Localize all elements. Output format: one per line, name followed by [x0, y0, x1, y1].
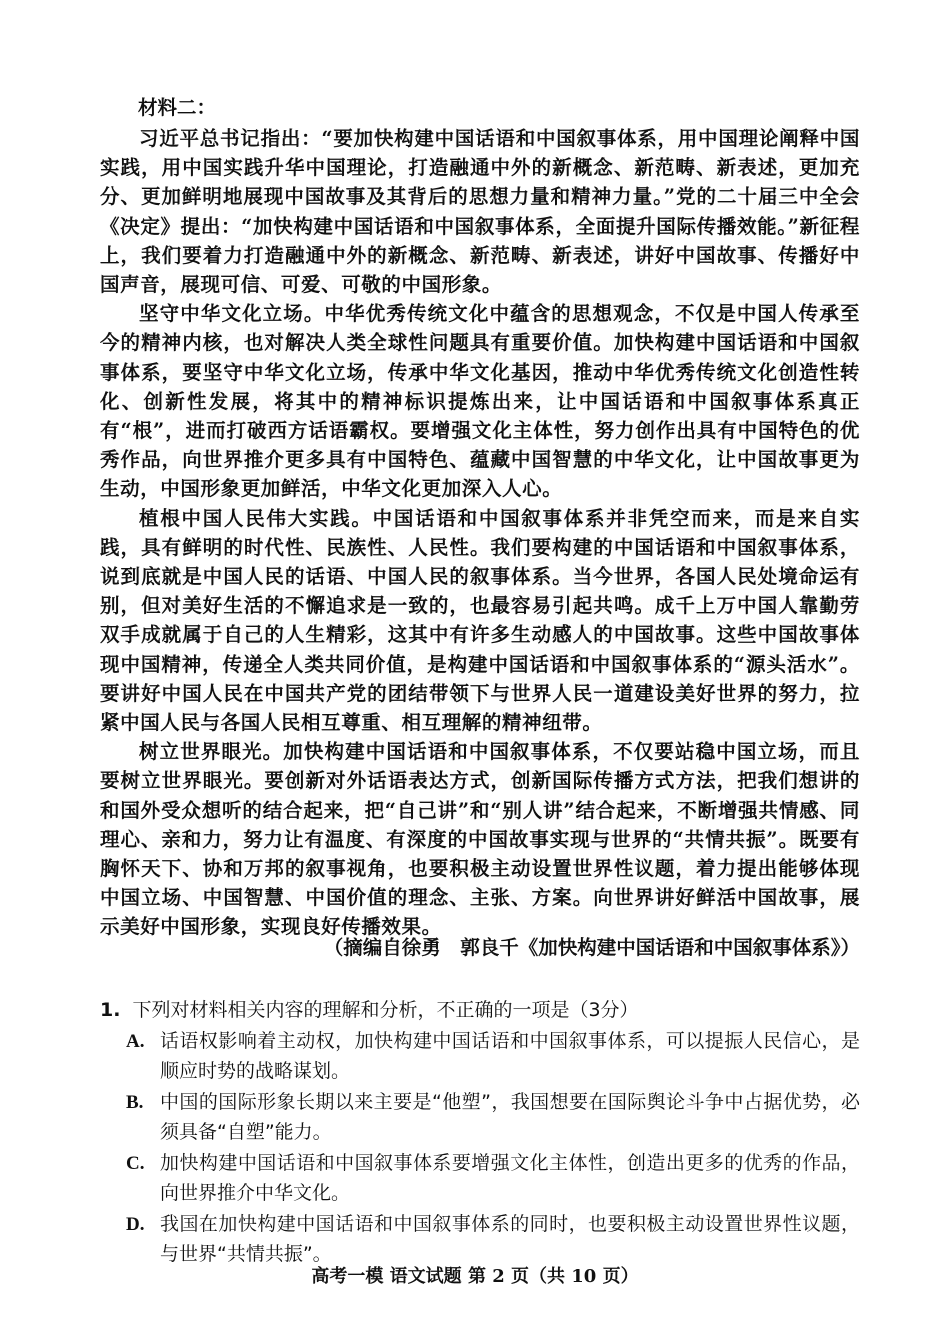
passage-paragraph-3: 植根中国人民伟大实践。中国话语和中国叙事体系并非凭空而来，而是来自实践，具有鲜明的时代性、民族性、人民性。我们要构建的中国话语和中国叙事体系，说到底就是中国人民的话语、中国人民的叙事体系。当今世界，各国人民处境命运有别，但对美好生活的不懈追求是一致的，也最容易引起共鸣。成千上万中国人靠勤劳双手成就属于自己的人生精彩，这其中有许多生动感人的中国故事。这些中国故事体现中国精神，传递全人类共同价值，是构建中国话语和中国叙事体系的“源头活水”。要讲好中国人民在中国共产党的团结带领下与世界人民一道建设美好世界的努力，拉紧中国人民与各国人民相互尊重、相互理解的精神纽带。 — [100, 506, 860, 735]
question-number: 1. — [100, 999, 121, 1021]
passage-paragraph-2: 坚守中华文化立场。中华优秀传统文化中蕴含的思想观念，不仅是中国人传承至今的精神内核，也对解决人类全球性问题具有重要价值。加快构建中国话语和中国叙事体系，要坚守中华文化立场，传承中华文化基因，推动中华优秀传统文化创造性转化、创新性发展，将其中的精神标识提炼出来，让中国话语和中国叙事体系真正有“根”，进而打破西方话语霸权。要增强文化主体性，努力创作出具有中国特色的优秀作品，向世界推介更多具有中国特色、蕴藏中国智慧的中华文化，让中国故事更为生动，中国形象更加鲜活，中华文化更加深入人心。 — [100, 302, 860, 501]
option-letter: B. — [126, 1092, 144, 1113]
passage-source: （摘编自徐勇 郭良千《加快构建中国话语和中国叙事体系》） — [323, 936, 860, 959]
material-title: 材料二： — [138, 96, 217, 119]
option-a — [100, 1027, 860, 1086]
option-d — [100, 1210, 860, 1269]
page-footer: 高考一模 语文试题 第 2 页（共 10 页） — [311, 1266, 639, 1287]
passage — [100, 124, 860, 942]
option-letter: A. — [126, 1031, 145, 1052]
option-text: 加快构建中国话语和中国叙事体系要增强文化主体性，创造出更多的优秀的作品，向世界推介中华文化。 — [160, 1152, 860, 1204]
passage-paragraph-4: 树立世界眼光。加快构建中国话语和中国叙事体系，不仅要站稳中国立场，而且要树立世界眼光。要创新对外话语表达方式，创新国际传播方式方法，把我们想讲的和国外受众想听的结合起来，把“自己讲”和“别人讲”结合起来，不断增强共情感、同理心、亲和力，努力让有温度、有深度的中国故事实现与世界的“共情共振”。既要有胸怀天下、协和万邦的叙事视角，也要积极主动设置世界性议题，着力提出能够体现中国立场、中国智慧、中国价值的理念、主张、方案。向世界讲好鲜活中国故事，展示美好中国形象，实现良好传播效果。 — [100, 740, 860, 939]
option-text: 我国在加快构建中国话语和中国叙事体系的同时，也要积极主动设置世界性议题，与世界“共情共振”。 — [160, 1213, 860, 1265]
option-text: 中国的国际形象长期以来主要是“他塑”，我国想要在国际舆论斗争中占据优势，必须具备“自塑”能力。 — [160, 1091, 860, 1143]
option-text: 话语权影响着主动权，加快构建中国话语和中国叙事体系，可以提振人民信心，是顺应时势的战略谋划。 — [160, 1030, 860, 1082]
option-b — [100, 1088, 860, 1147]
option-c — [100, 1149, 860, 1208]
option-letter: C. — [126, 1153, 145, 1174]
passage-paragraph-1: 习近平总书记指出：“要加快构建中国话语和中国叙事体系，用中国理论阐释中国实践，用中国实践升华中国理论，打造融通中外的新概念、新范畴、新表述，更加充分、更加鲜明地展现中国故事及其背后的思想力量和精神力量。”党的二十届三中全会《决定》提出：“加快构建中国话语和中国叙事体系，全面提升国际传播效能。”新征程上，我们要着力打造融通中外的新概念、新范畴、新表述，讲好中国故事、传播好中国声音，展现可信、可爱、可敬的中国形象。 — [100, 127, 860, 297]
question-1 — [100, 996, 860, 1269]
question-stem — [100, 996, 860, 1025]
question-text: 下列对材料相关内容的理解和分析，不正确的一项是（3分） — [132, 999, 639, 1021]
option-letter: D. — [126, 1214, 145, 1235]
